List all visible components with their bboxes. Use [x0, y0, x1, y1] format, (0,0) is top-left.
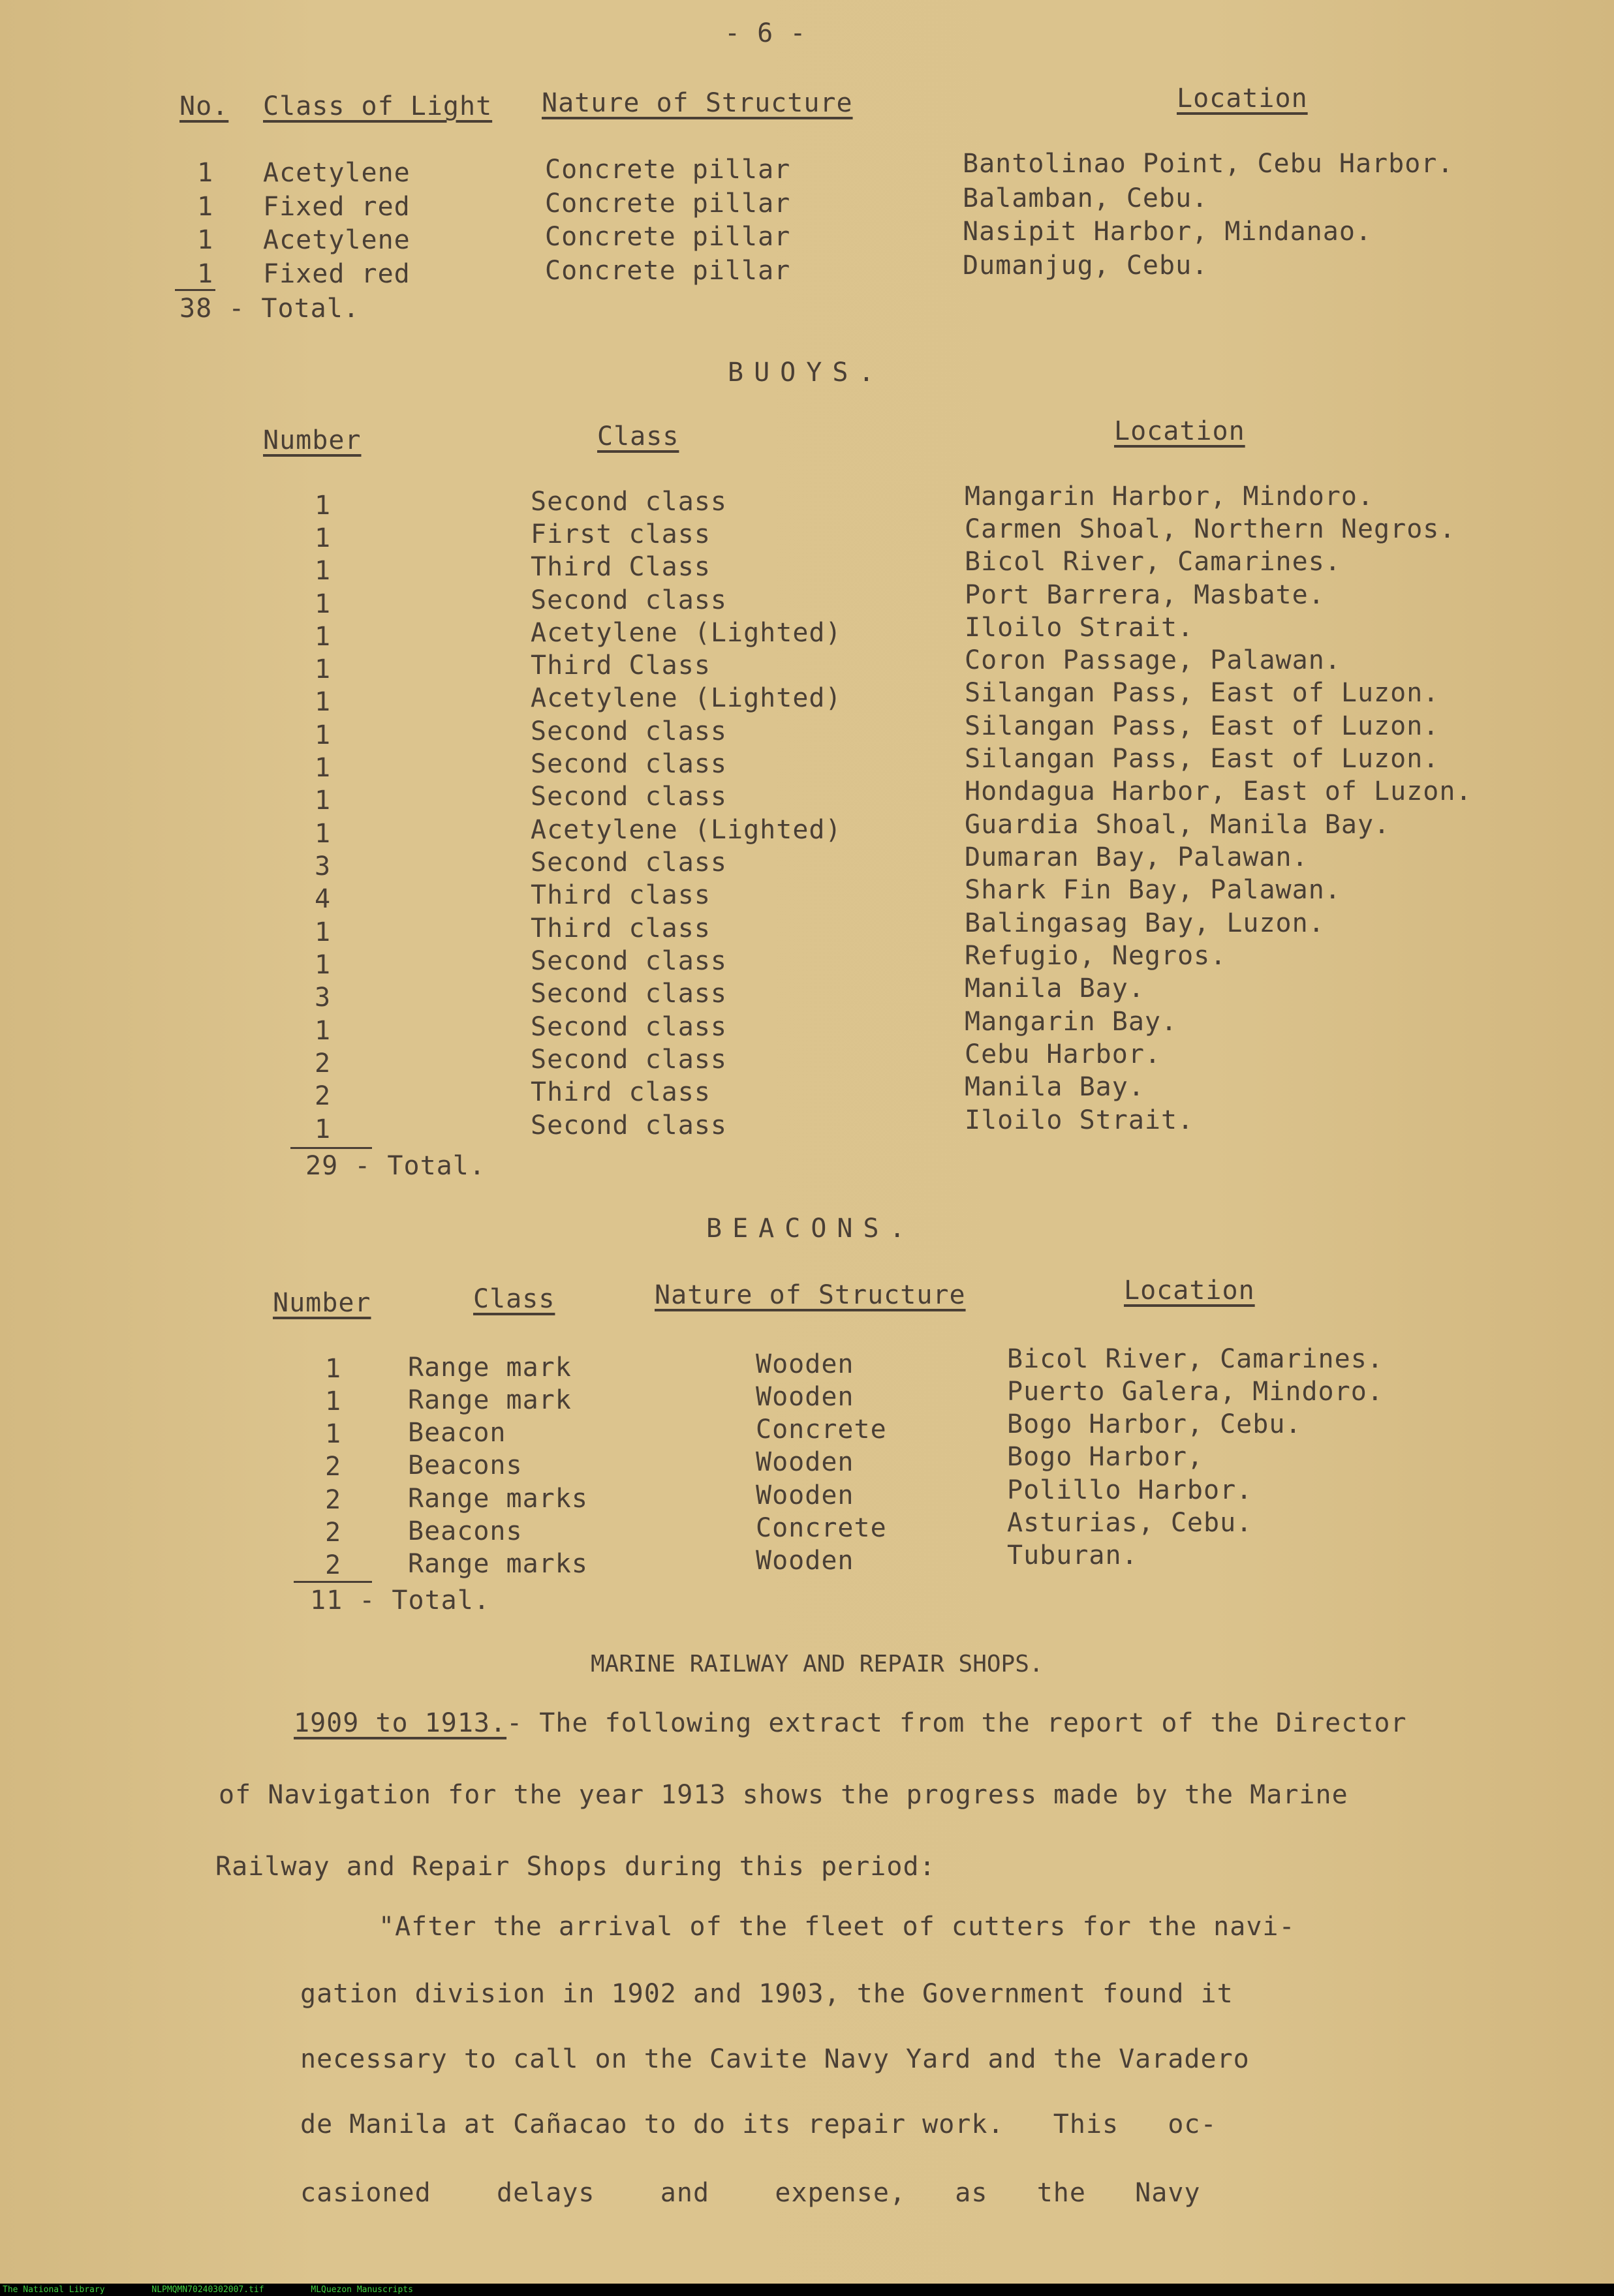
beacons-nature: Wooden — [756, 1546, 854, 1576]
buoys-location: Mangarin Harbor, Mindoro. — [965, 482, 1374, 512]
buoys-class: Second class — [531, 487, 727, 517]
buoys-number: 1 — [315, 950, 332, 980]
lights-nature: Concrete pillar — [545, 256, 791, 286]
buoys-number: 3 — [315, 983, 332, 1013]
buoys-location: Shark Fin Bay, Palawan. — [965, 875, 1341, 905]
page-number: - 6 - — [724, 18, 807, 48]
buoys-location: Coron Passage, Palawan. — [965, 645, 1341, 675]
footer-collection: MLQuezon Manuscripts — [311, 2285, 413, 2295]
lights-class: Fixed red — [263, 259, 411, 289]
quote-line-3: necessary to call on the Cavite Navy Yard and the Varadero — [300, 2044, 1250, 2074]
buoys-class: Acetylene (Lighted) — [531, 683, 842, 713]
buoys-location: Iloilo Strait. — [965, 1105, 1194, 1135]
beacons-header-nature: Nature of Structure — [655, 1280, 966, 1310]
buoys-class: Second class — [531, 716, 727, 746]
lights-total: 38 - Total. — [179, 294, 360, 324]
beacons-nature: Concrete — [756, 1415, 887, 1445]
buoys-class: Second class — [531, 946, 727, 976]
beacons-number: 2 — [325, 1550, 342, 1580]
lights-location: Balamban, Cebu. — [963, 183, 1209, 213]
buoys-location: Cebu Harbor. — [965, 1039, 1161, 1069]
buoys-class: Second class — [531, 1045, 727, 1075]
quote-line-4: de Manila at Cañacao to do its repair work. This oc- — [300, 2109, 1217, 2139]
buoys-number: 1 — [315, 622, 332, 652]
beacons-nature: Wooden — [756, 1382, 854, 1412]
buoys-class: Second class — [531, 782, 727, 812]
lights-class: Acetylene — [263, 225, 411, 255]
buoys-location: Iloilo Strait. — [965, 613, 1194, 643]
buoys-location: Manila Bay. — [965, 1072, 1145, 1102]
quote-line-1: "After the arrival of the fleet of cutters for the navi- — [379, 1912, 1296, 1942]
buoys-number: 1 — [315, 753, 332, 783]
beacons-class: Beacons — [408, 1450, 523, 1480]
beacons-header-location: Location — [1124, 1276, 1255, 1306]
buoys-number: 1 — [315, 556, 332, 586]
buoys-number: 1 — [315, 523, 332, 553]
lights-class: Fixed red — [263, 192, 411, 222]
lights-no: 1 — [197, 192, 214, 222]
intro-text: - The following extract from the report of the Director — [506, 1708, 1407, 1738]
lights-no: 1 — [197, 225, 214, 255]
beacons-nature: Wooden — [756, 1349, 854, 1379]
beacons-location: Bicol River, Camarines. — [1007, 1344, 1384, 1374]
buoys-number: 4 — [315, 884, 332, 914]
footer-library: The National Library — [3, 2285, 105, 2295]
buoys-number: 1 — [315, 491, 332, 521]
buoys-number: 3 — [315, 851, 332, 881]
beacons-header-number: Number — [273, 1288, 371, 1318]
buoys-location: Silangan Pass, East of Luzon. — [965, 678, 1440, 708]
buoys-number: 2 — [315, 1081, 332, 1111]
beacons-header-class: Class — [473, 1284, 555, 1314]
beacons-number: 1 — [325, 1386, 342, 1416]
buoys-number: 1 — [315, 1016, 332, 1046]
buoys-class: Second class — [531, 749, 727, 779]
buoys-location: Port Barrera, Masbate. — [965, 580, 1325, 610]
buoys-location: Hondagua Harbor, East of Luzon. — [965, 776, 1472, 806]
beacons-location: Polillo Harbor. — [1007, 1475, 1253, 1505]
beacons-class: Range marks — [408, 1549, 588, 1579]
beacons-heading: BEACONS. — [706, 1214, 916, 1244]
beacons-number: 1 — [325, 1419, 342, 1449]
buoys-heading: BUOYS. — [728, 358, 885, 388]
buoys-number: 1 — [315, 917, 332, 947]
buoys-class: Second class — [531, 848, 727, 878]
beacons-location: Bogo Harbor, — [1007, 1442, 1203, 1472]
railway-paragraph-line-1 — [294, 1708, 1407, 1738]
beacons-number: 2 — [325, 1452, 342, 1482]
lights-header-class: Class of Light — [263, 91, 493, 121]
beacons-total: 11 - Total. — [310, 1585, 490, 1615]
buoys-location: Guardia Shoal, Manila Bay. — [965, 810, 1391, 840]
lights-location: Nasipit Harbor, Mindanao. — [963, 217, 1373, 247]
buoys-header-number: Number — [263, 425, 362, 455]
buoys-number: 1 — [315, 720, 332, 750]
lights-header-location: Location — [1177, 84, 1308, 114]
buoys-location: Mangarin Bay. — [965, 1007, 1178, 1037]
beacons-class: Range marks — [408, 1484, 588, 1514]
beacons-number: 2 — [325, 1518, 342, 1548]
buoys-number: 1 — [315, 654, 332, 684]
beacons-location: Tuburan. — [1007, 1540, 1138, 1570]
buoys-class: Second class — [531, 1110, 727, 1140]
beacons-number: 1 — [325, 1354, 342, 1384]
scan-footer — [0, 2284, 1614, 2296]
buoys-number: 1 — [315, 1114, 332, 1144]
beacons-class: Beacons — [408, 1516, 523, 1546]
beacons-class: Range mark — [408, 1353, 572, 1383]
beacons-class: Beacon — [408, 1418, 506, 1448]
buoys-header-class: Class — [597, 421, 679, 452]
quote-line-2: gation division in 1902 and 1903, the Government found it — [300, 1979, 1234, 2009]
buoys-class: Third class — [531, 880, 711, 910]
buoys-number: 1 — [315, 819, 332, 849]
buoys-class: Third Class — [531, 651, 711, 681]
buoys-class: Acetylene (Lighted) — [531, 618, 842, 648]
lights-no: 1 — [197, 158, 214, 188]
railway-paragraph-line-2: of Navigation for the year 1913 shows the progress made by the Marine — [219, 1780, 1348, 1810]
buoys-class: Second class — [531, 585, 727, 615]
footer-file: NLPMQMN70240302007.tif — [151, 2285, 264, 2295]
beacons-class: Range mark — [408, 1385, 572, 1415]
lights-header-nature: Nature of Structure — [542, 88, 853, 118]
buoys-location: Manila Bay. — [965, 973, 1145, 1003]
buoys-location: Bicol River, Camarines. — [965, 547, 1341, 577]
buoys-number: 1 — [315, 589, 332, 619]
lights-nature: Concrete pillar — [545, 222, 791, 252]
buoys-location: Dumaran Bay, Palawan. — [965, 842, 1309, 872]
buoys-class: Acetylene (Lighted) — [531, 815, 842, 845]
lights-location: Bantolinao Point, Cebu Harbor. — [963, 149, 1454, 179]
buoys-location: Carmen Shoal, Northern Negros. — [965, 514, 1456, 544]
beacons-location: Asturias, Cebu. — [1007, 1508, 1253, 1538]
lights-class: Acetylene — [263, 158, 411, 188]
quote-line-5: casioned delays and expense, as the Navy — [300, 2178, 1201, 2208]
beacons-location: Puerto Galera, Mindoro. — [1007, 1377, 1384, 1407]
lights-nature: Concrete pillar — [545, 155, 791, 185]
buoys-class: Third class — [531, 913, 711, 943]
buoys-class: Third Class — [531, 552, 711, 582]
lights-no: 1 — [197, 259, 214, 289]
date-range-label: 1909 to 1913. — [294, 1708, 507, 1738]
buoys-number: 2 — [315, 1049, 332, 1079]
lights-location: Dumanjug, Cebu. — [963, 251, 1209, 281]
beacons-nature: Wooden — [756, 1480, 854, 1510]
buoys-number: 1 — [315, 786, 332, 816]
railway-paragraph-line-3: Railway and Repair Shops during this period: — [215, 1852, 936, 1882]
buoys-location: Refugio, Negros. — [965, 941, 1227, 971]
buoys-header-location: Location — [1114, 416, 1245, 446]
lights-sum-rule — [175, 289, 215, 291]
buoys-class: Third class — [531, 1077, 711, 1107]
beacons-location: Bogo Harbor, Cebu. — [1007, 1409, 1302, 1439]
buoys-total: 29 - Total. — [305, 1151, 486, 1181]
lights-nature: Concrete pillar — [545, 189, 791, 219]
buoys-location: Silangan Pass, East of Luzon. — [965, 744, 1440, 774]
lights-header-no: No. — [179, 91, 229, 121]
beacons-nature: Concrete — [756, 1513, 887, 1543]
buoys-class: Second class — [531, 1012, 727, 1042]
buoys-number: 1 — [315, 687, 332, 717]
beacons-nature: Wooden — [756, 1447, 854, 1477]
buoys-location: Balingasag Bay, Luzon. — [965, 908, 1325, 938]
buoys-location: Silangan Pass, East of Luzon. — [965, 711, 1440, 741]
buoys-class: First class — [531, 519, 711, 549]
railway-heading: MARINE RAILWAY AND REPAIR SHOPS. — [591, 1651, 1044, 1677]
beacons-sum-rule — [294, 1581, 372, 1583]
beacons-number: 2 — [325, 1485, 342, 1515]
buoys-sum-rule — [290, 1147, 372, 1149]
buoys-class: Second class — [531, 979, 727, 1009]
